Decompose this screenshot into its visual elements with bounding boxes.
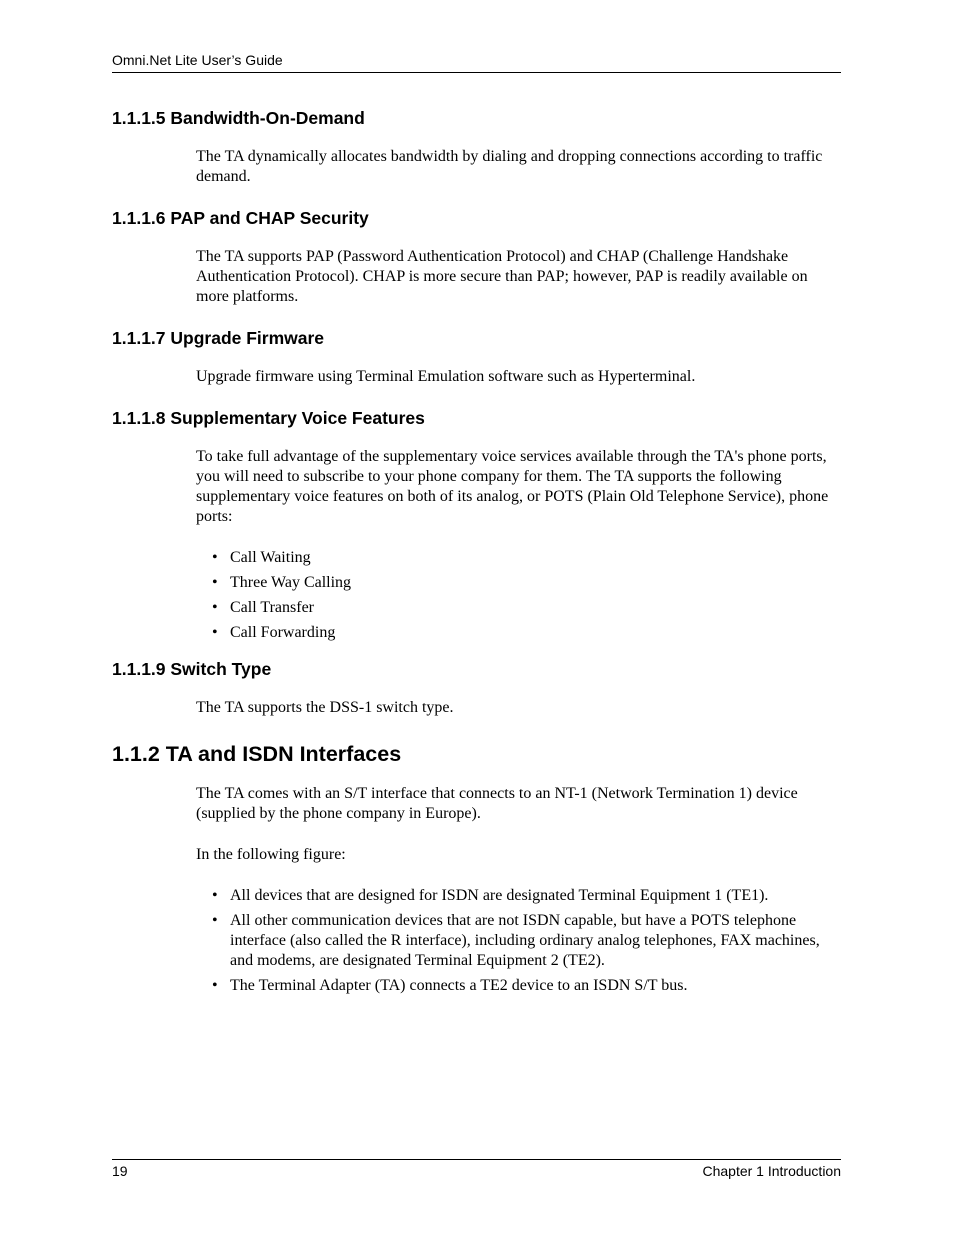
page-footer	[112, 1159, 841, 1182]
list-item: • All devices that are designed for ISDN are designated Terminal Equipment 1 (TE1).	[212, 887, 769, 904]
list-item: • The Terminal Adapter (TA) connects a TE2 device to an ISDN S/T bus.	[212, 977, 688, 994]
section-heading: 1.1.1.9 Switch Type	[112, 659, 272, 679]
bullet-icon: •	[212, 977, 218, 994]
bullet-icon: •	[212, 574, 218, 591]
section-heading: 1.1.1.8 Supplementary Voice Features	[112, 408, 425, 428]
section-supplementary-voice-features	[112, 405, 841, 643]
bullet-icon: •	[212, 887, 218, 904]
section-upgrade-firmware	[112, 325, 841, 387]
list-item: • Call Forwarding	[212, 624, 336, 641]
list-item: • Three Way Calling	[212, 574, 352, 591]
page-content	[112, 105, 841, 1001]
section-heading: 1.1.1.6 PAP and CHAP Security	[112, 208, 369, 228]
section-pap-chap-security	[112, 205, 841, 307]
section-bandwidth-on-demand	[112, 105, 841, 187]
guide-title: Omni.Net Lite User’s Guide	[112, 52, 283, 68]
page-header	[112, 50, 841, 73]
section-body: The TA dynamically allocates bandwidth by dialing and dropping connections according to traffic demand.	[196, 148, 823, 185]
bullet-icon: •	[212, 599, 218, 616]
section-heading: 1.1.1.5 Bandwidth-On-Demand	[112, 108, 365, 128]
list-item: • Call Waiting	[212, 549, 311, 566]
isdn-interfaces-list	[196, 886, 841, 996]
bullet-icon: •	[212, 624, 218, 641]
section-body: The TA comes with an S/T interface that connects to an NT-1 (Network Termination 1) device (supplied by the phone company in Europe).	[196, 785, 798, 822]
section-body: To take full advantage of the supplementary voice services available through the TA's phone ports, you will need to subscribe to your phone company for them. The TA supports the following supplementary voice features on both of its analog, or POTS (Plain Old Telephone Service), phone ports:	[196, 448, 829, 525]
section-ta-isdn-interfaces	[112, 739, 841, 996]
section-switch-type	[112, 656, 841, 718]
voice-features-list	[196, 548, 841, 643]
section-heading: 1.1.2 TA and ISDN Interfaces	[112, 742, 402, 766]
section-heading: 1.1.1.7 Upgrade Firmware	[112, 328, 325, 348]
section-body: The TA supports the DSS-1 switch type.	[196, 699, 454, 716]
section-body: Upgrade firmware using Terminal Emulation software such as Hyperterminal.	[196, 368, 696, 385]
section-body: The TA supports PAP (Password Authentication Protocol) and CHAP (Challenge Handshake Authentication Protocol). CHAP is more secure than PAP; however, PAP is readily available on more platforms.	[196, 248, 808, 305]
list-item: • Call Transfer	[212, 599, 314, 616]
bullet-icon: •	[212, 549, 218, 566]
bullet-icon: •	[212, 912, 218, 929]
chapter-title: Chapter 1 Introduction	[702, 1163, 841, 1179]
list-item: • All other communication devices that are not ISDN capable, but have a POTS telephone interface (also called the R interface), including ordinary analog telephones, FAX machines, and modems, are designated Terminal Equipment 2 (TE2).	[212, 912, 820, 969]
page-number: 19	[112, 1163, 128, 1179]
section-body-figure-intro: In the following figure:	[196, 846, 346, 863]
